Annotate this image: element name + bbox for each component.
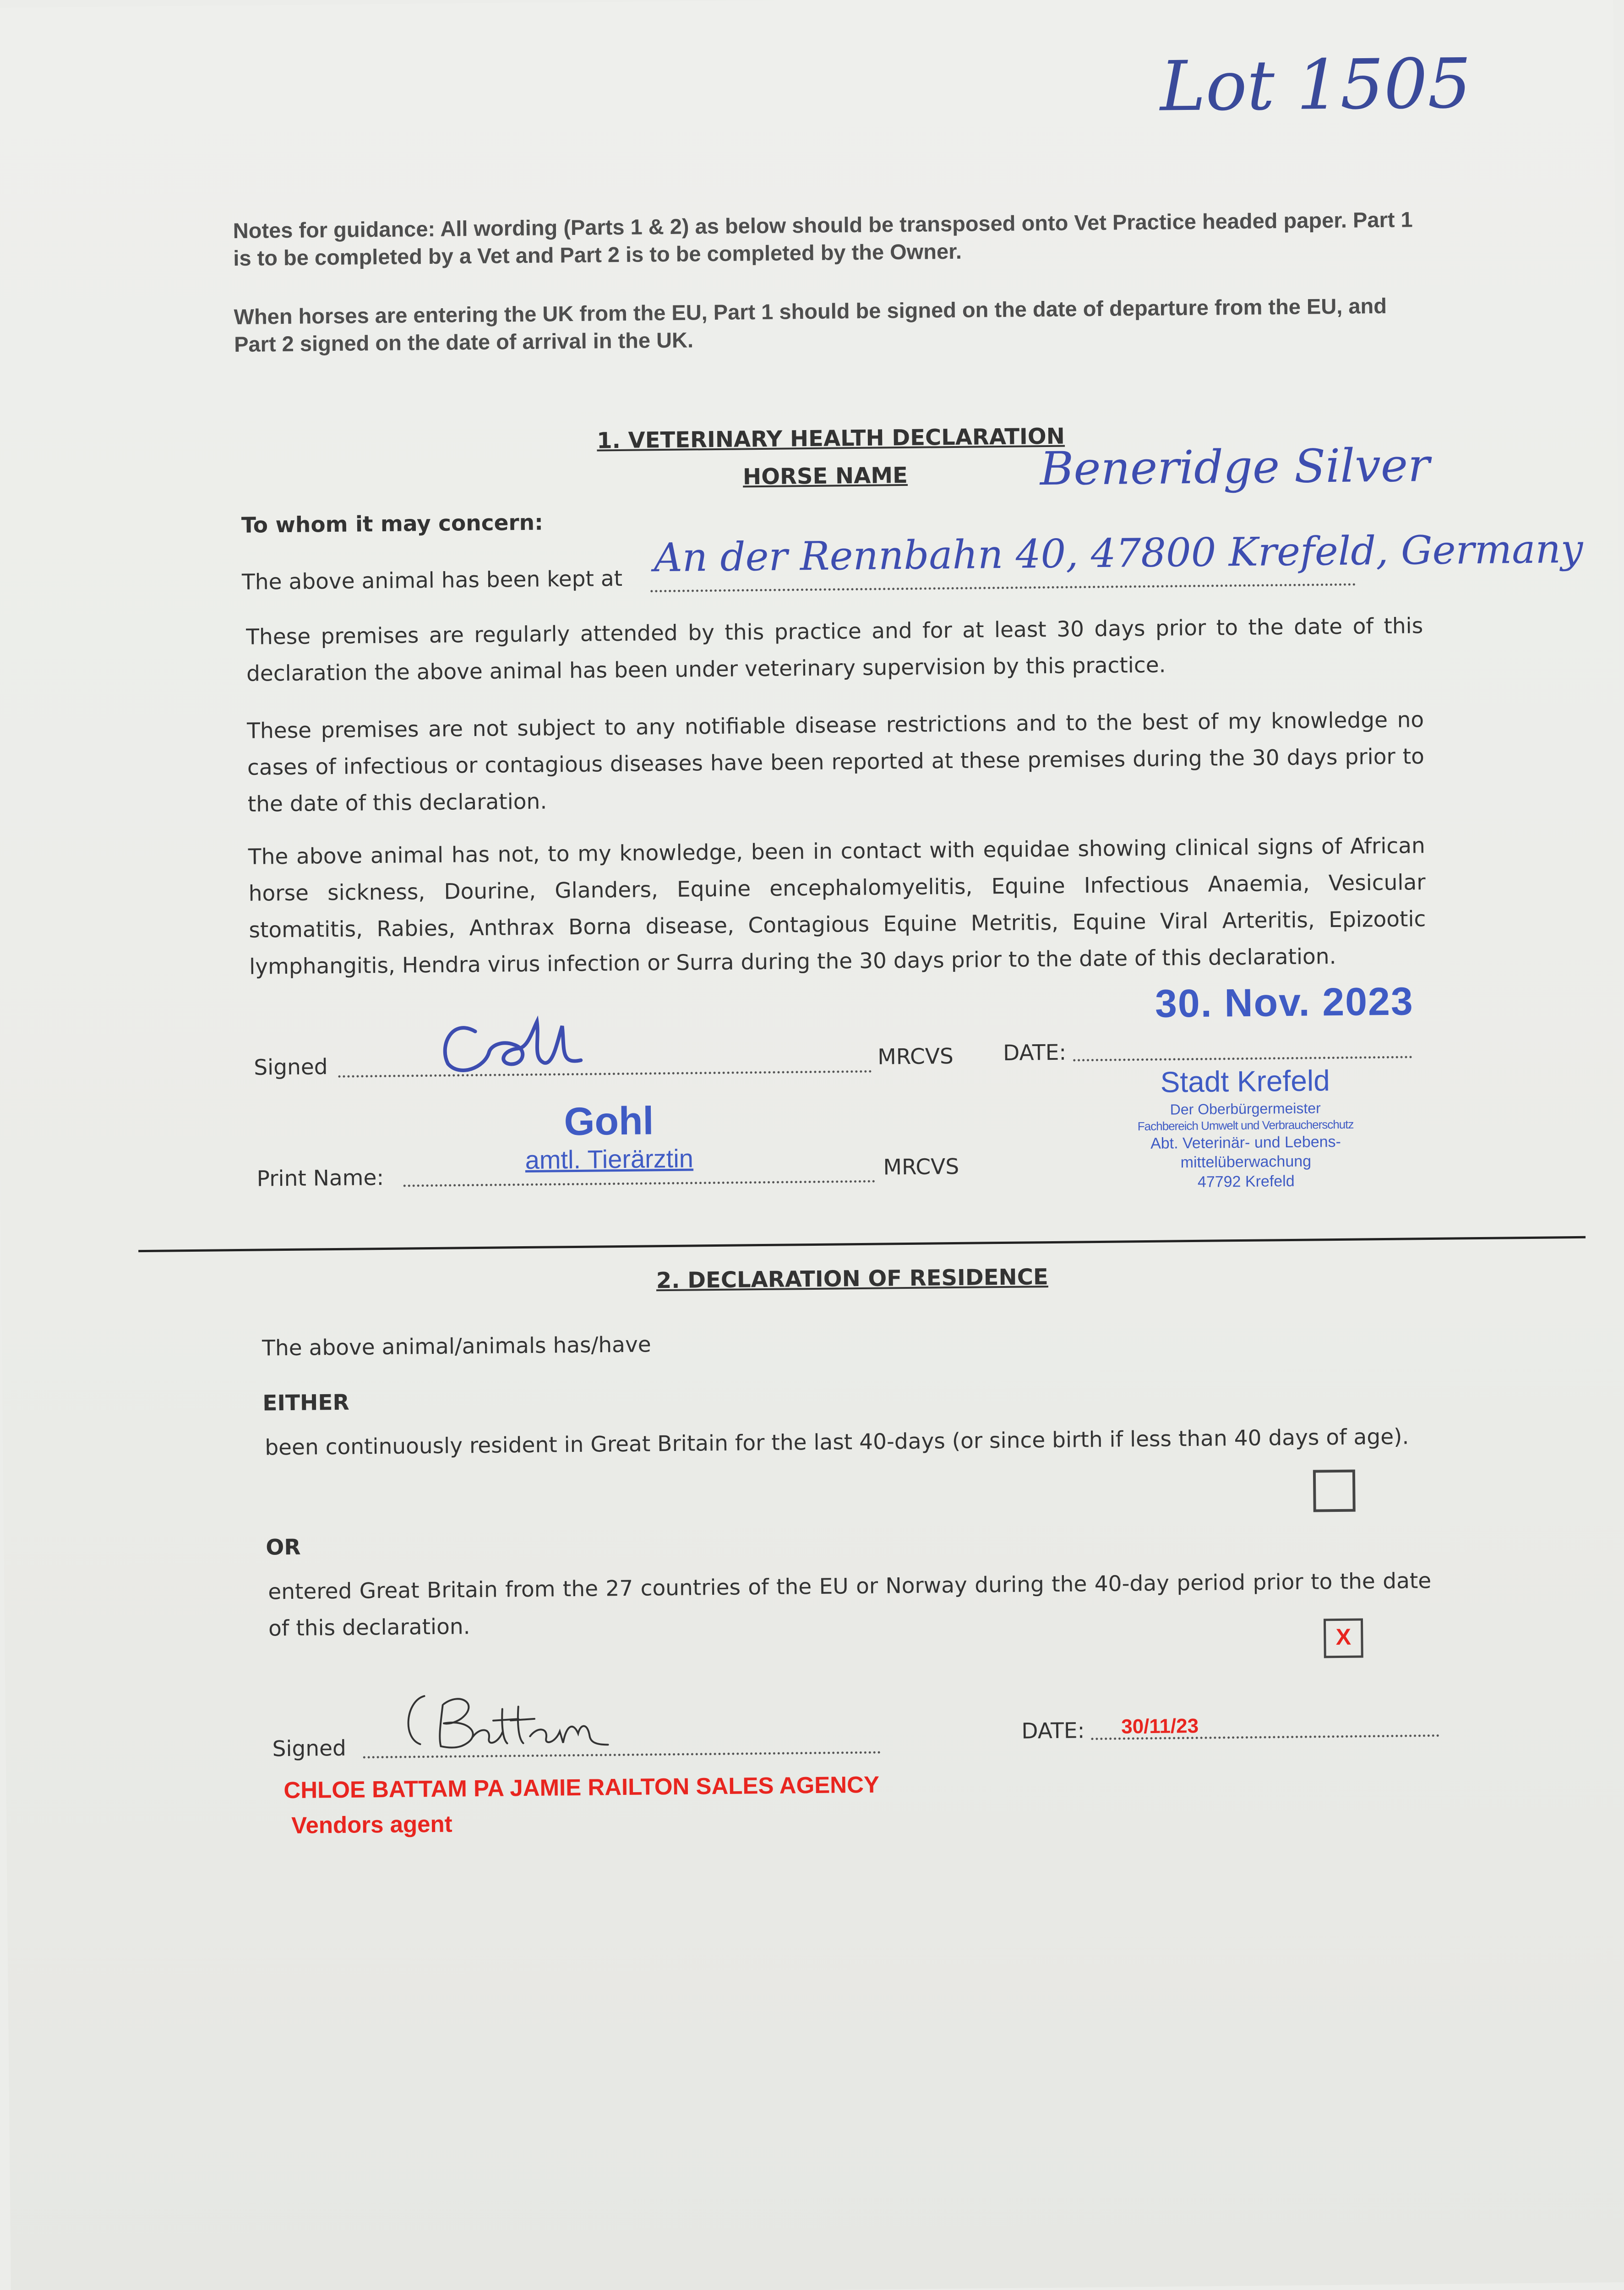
part2-heading: 2. DECLARATION OF RESIDENCE	[656, 1264, 1048, 1294]
vet-date-line	[1073, 1056, 1412, 1061]
authority-stamp-line-3: Abt. Veterinär- und Lebens-	[1150, 1133, 1341, 1152]
part2-intro: The above animal/animals has/have	[262, 1332, 651, 1361]
owner-date-value: 30/11/23	[1121, 1714, 1199, 1738]
either-label: EITHER	[262, 1390, 349, 1416]
authority-stamp-line-5: 47792 Krefeld	[1197, 1172, 1295, 1191]
vet-signature	[434, 1011, 645, 1082]
option-2-text: entered Great Britain from the 27 countries of the EU or Norway during the 40-day period prior to the date of this declaration.	[268, 1568, 1432, 1641]
authority-stamp-line-1: Der Oberbürgermeister	[1170, 1100, 1321, 1118]
lot-number-note: Lot 1505	[1160, 44, 1472, 127]
option-1-checkbox[interactable]	[1313, 1470, 1356, 1512]
part1-heading: 1. VETERINARY HEALTH DECLARATION	[596, 423, 1065, 454]
horse-name-value: Beneridge Silver	[1040, 438, 1430, 496]
print-name-stamp-name: Gohl	[564, 1099, 654, 1144]
vet-signed-label: Signed	[254, 1054, 328, 1080]
section-divider	[138, 1236, 1586, 1252]
or-label: OR	[266, 1534, 301, 1560]
kept-at-label: The above animal has been kept at	[241, 566, 623, 595]
authority-stamp-line-4: mittelüberwachung	[1180, 1152, 1312, 1172]
vet-mrcvs-label: MRCVS	[877, 1044, 954, 1070]
signatory-name: CHLOE BATTAM PA JAMIE RAILTON SALES AGENCY	[283, 1771, 880, 1804]
signatory-role: Vendors agent	[291, 1810, 452, 1838]
option-2-checkbox[interactable]	[1324, 1619, 1363, 1658]
option-1-text: been continuously resident in Great Britain for the last 40-days (or since birth if less than 40 days of age).	[265, 1424, 1409, 1461]
salutation: To whom it may concern:	[241, 510, 544, 538]
authority-stamp	[1117, 1062, 1374, 1192]
part1-paragraph-1: These premises are regularly attended by this practice and for at least 30 days prior to the date of this declaration the above animal has been under veterinary supervision by this practice.	[246, 613, 1423, 687]
part1-paragraph-3: The above animal has not, to my knowledge, been in contact with equidae showing clinical signs of African horse sickness, Dourine, Glanders, Equine encephalomyelitis, Equine Infectious Anaemia, Vesicular stomatitis, Rabies, Anthrax Borna disease, Contagious Equine Metritis, Equine Viral Arteritis, Epizootic lymphangitis, Hendra virus infection or Surra during the 30 days prior to the date of this declaration.	[248, 833, 1426, 980]
option-2-mark: X	[1335, 1624, 1352, 1650]
owner-signed-label: Signed	[272, 1735, 347, 1762]
print-mrcvs-label: MRCVS	[883, 1154, 959, 1180]
print-name-line	[403, 1180, 875, 1187]
owner-date-label: DATE:	[1021, 1718, 1085, 1744]
authority-stamp-line-2: Fachbereich Umwelt und Verbraucherschutz	[1137, 1117, 1354, 1134]
date-stamp: 30. Nov. 2023	[1155, 979, 1414, 1026]
guidance-note-1: Notes for guidance: All wording (Parts 1 & 2) as below should be transposed onto Vet Practice headed paper. Part 1 is to be completed by a Vet and Part 2 is to be completed by the Owner.	[233, 207, 1413, 271]
owner-signature	[392, 1680, 649, 1760]
print-name-label: Print Name:	[256, 1165, 384, 1192]
print-name-stamp-title: amtl. Tierärztin	[525, 1144, 694, 1175]
horse-name-label: HORSE NAME	[742, 462, 908, 490]
guidance-note-2: When horses are entering the UK from the EU, Part 1 should be signed on the date of departure from the EU, and Part 2 signed on the date of arrival in the UK.	[234, 293, 1387, 357]
kept-at-dotted-line	[650, 583, 1356, 593]
part1-paragraph-2: These premises are not subject to any notifiable disease restrictions and to the best of my knowledge no cases of infectious or contagious diseases have been reported at these premises during the 30 days prior to the date of this declaration.	[247, 707, 1425, 817]
vet-date-label: DATE:	[1003, 1040, 1067, 1066]
kept-at-value: An der Rennbahn 40, 47800 Krefeld, Germany	[654, 526, 1583, 581]
authority-stamp-title: Stadt Krefeld	[1160, 1064, 1330, 1099]
print-name-stamp	[512, 1098, 706, 1175]
